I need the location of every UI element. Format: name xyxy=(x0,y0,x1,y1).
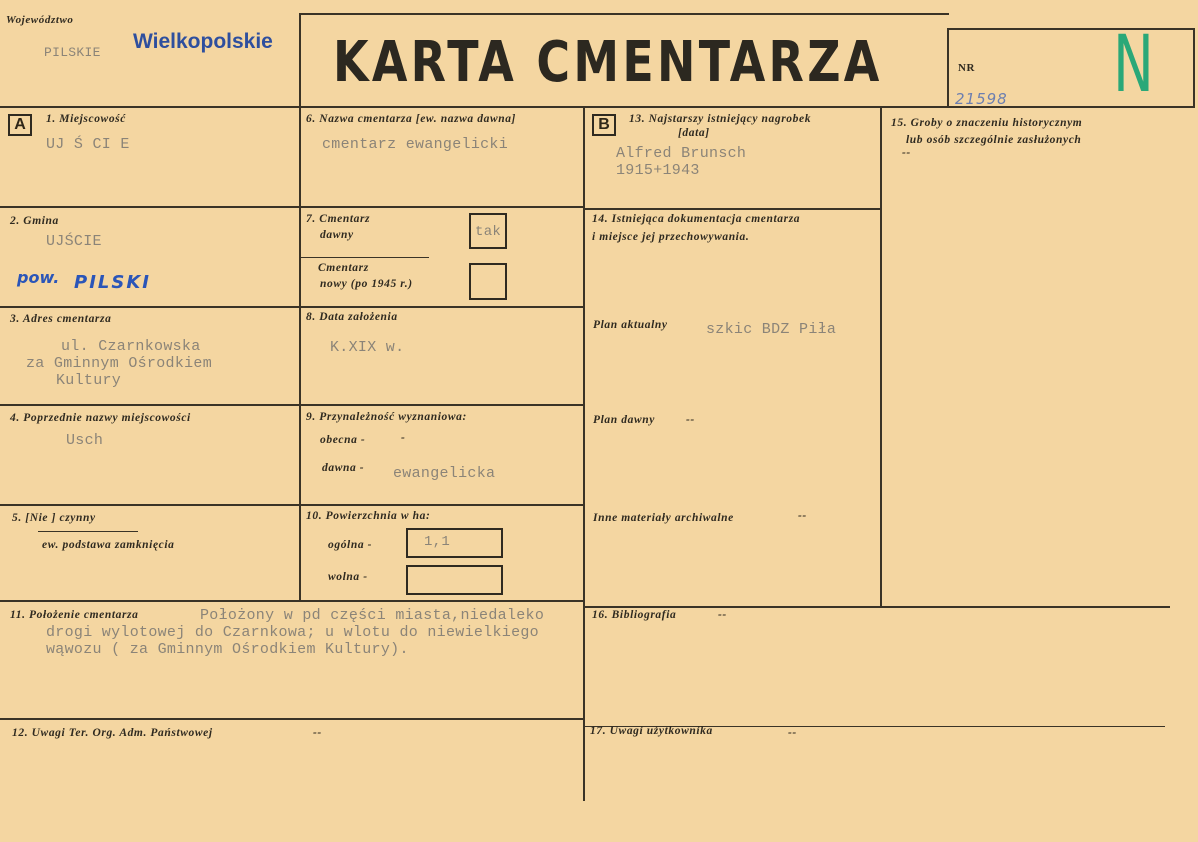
nr-mark: N xyxy=(1113,20,1154,110)
field2-label: 2. Gmina xyxy=(10,215,59,227)
field10-label: 10. Powierzchnia w ha: xyxy=(306,510,431,522)
field10-ogolna-box[interactable] xyxy=(406,528,503,558)
field11-line3: wąwozu ( za Gminnym Ośrodkiem Kultury). xyxy=(46,641,409,658)
plan-aktualny-value: szkic BDZ Piła xyxy=(706,321,837,338)
field11-label: 11. Położenie cmentarza xyxy=(10,609,139,621)
powiat-value: PILSKI xyxy=(74,272,151,293)
field14-bottom-rule xyxy=(583,606,1170,608)
field3-line2: za Gminnym Ośrodkiem xyxy=(26,355,213,372)
main-top-rule xyxy=(0,106,1195,108)
nr-label: NR xyxy=(958,62,976,74)
row-rule-2 xyxy=(0,306,583,308)
field7-dawny-checkbox[interactable] xyxy=(469,213,507,249)
field16-value: -- xyxy=(718,609,727,621)
field6-value: cmentarz ewangelicki xyxy=(322,136,509,153)
header-top-rule xyxy=(299,13,949,15)
inne-materialy-value: -- xyxy=(798,510,807,522)
field2-value: UJŚCIE xyxy=(46,233,102,250)
card-right-edge xyxy=(1193,28,1195,108)
field14-sub-label: i miejsce jej przechowywania. xyxy=(592,231,750,243)
field14-label: 14. Istniejąca dokumentacja cmentarza xyxy=(592,213,801,225)
field13-sub-label: [data] xyxy=(678,127,710,139)
field10-wolna-label: wolna - xyxy=(328,571,368,583)
field4-label: 4. Poprzednie nazwy miejscowości xyxy=(10,412,191,424)
field4-value: Usch xyxy=(66,432,104,449)
field5-sub-label: ew. podstawa zamknięcia xyxy=(42,539,175,551)
section-a-badge: A xyxy=(8,114,32,136)
field9-label: 9. Przynależność wyznaniowa: xyxy=(306,411,467,423)
header-divider-left xyxy=(299,13,301,108)
inne-materialy-label: Inne materiały archiwalne xyxy=(593,512,734,524)
field7-nowy-checkbox[interactable] xyxy=(469,263,507,300)
field9-dawna-label: dawna - xyxy=(322,462,365,474)
field9-obecna-label: obecna - xyxy=(320,434,366,446)
field12-value: -- xyxy=(313,727,322,739)
header-divider-right xyxy=(947,28,949,108)
field3-line1: ul. Czarnkowska xyxy=(61,338,201,355)
field15-sub-label: lub osób szczególnie zasłużonych xyxy=(906,134,1082,146)
powiat-prefix: pow. xyxy=(17,268,60,287)
field7-dawny-label-2: dawny xyxy=(320,229,354,241)
field16-label: 16. Bibliografia xyxy=(592,609,677,621)
nr-top-rule xyxy=(947,28,1193,30)
field7-mid-rule xyxy=(299,257,429,258)
col-divider-3 xyxy=(880,106,882,606)
field11-line1: Położony w pd części miasta,niedaleko xyxy=(200,607,545,624)
field11-line2: drogi wylotowej do Czarnkowa; u wlotu do niewielkiego xyxy=(46,624,539,641)
field8-value: K.XIX w. xyxy=(330,339,405,356)
field9-obecna-value: - xyxy=(401,432,406,444)
field10-ogolna-label: ogólna - xyxy=(328,539,373,551)
field13-label: 13. Najstarszy istniejący nagrobek xyxy=(629,113,812,125)
nr-value: 21598 xyxy=(955,90,1008,108)
field17-label: 17. Uwagi użytkownika xyxy=(590,725,713,737)
field3-label: 3. Adres cmentarza xyxy=(10,313,112,325)
field13-bottom-rule xyxy=(583,208,880,210)
plan-dawny-label: Plan dawny xyxy=(593,414,655,426)
field9-dawna-value: ewangelicka xyxy=(393,465,496,482)
wojewodztwo-label: Województwo xyxy=(6,14,74,26)
row-rule-6 xyxy=(0,718,583,720)
row-rule-3 xyxy=(0,404,583,406)
field6-label: 6. Nazwa cmentarza [ew. nazwa dawna] xyxy=(306,113,516,125)
wojewodztwo-typed-value: PILSKIE xyxy=(44,45,101,60)
plan-aktualny-label: Plan aktualny xyxy=(593,319,668,331)
field8-label: 8. Data założenia xyxy=(306,311,398,323)
field5-underline xyxy=(38,531,138,532)
row-rule-5 xyxy=(0,600,583,602)
field13-line1: Alfred Brunsch xyxy=(616,145,747,162)
field7-dawny-label-1: 7. Cmentarz xyxy=(306,213,371,225)
field17-value: -- xyxy=(788,727,797,739)
field3-line3: Kultury xyxy=(56,372,122,389)
plan-dawny-value: -- xyxy=(686,414,695,426)
field1-label: 1. Miejscowość xyxy=(46,113,126,125)
section-b-badge: B xyxy=(592,114,616,136)
page-title: KARTA CMENTARZA xyxy=(333,30,883,95)
wojewodztwo-stamp: Wielkopolskie xyxy=(133,30,273,53)
row-rule-1 xyxy=(0,206,583,208)
row-rule-4 xyxy=(0,504,583,506)
col-divider-1 xyxy=(299,106,301,601)
field5-label: 5. [Nie ] czynny xyxy=(12,512,96,524)
field15-value: -- xyxy=(902,147,911,159)
field1-value: UJ Ś CI E xyxy=(46,136,130,153)
field15-label: 15. Groby o znaczeniu historycznym xyxy=(891,117,1083,129)
col-divider-2 xyxy=(583,106,585,801)
field10-ogolna-value: 1,1 xyxy=(424,534,451,550)
field7-nowy-label-1: Cmentarz xyxy=(318,262,369,274)
field7-nowy-label-2: nowy (po 1945 r.) xyxy=(320,278,413,290)
field12-label: 12. Uwagi Ter. Org. Adm. Państwowej xyxy=(12,727,213,739)
field13-line2: 1915+1943 xyxy=(616,162,700,179)
field10-wolna-box[interactable] xyxy=(406,565,503,595)
field7-dawny-value: tak xyxy=(475,224,502,240)
